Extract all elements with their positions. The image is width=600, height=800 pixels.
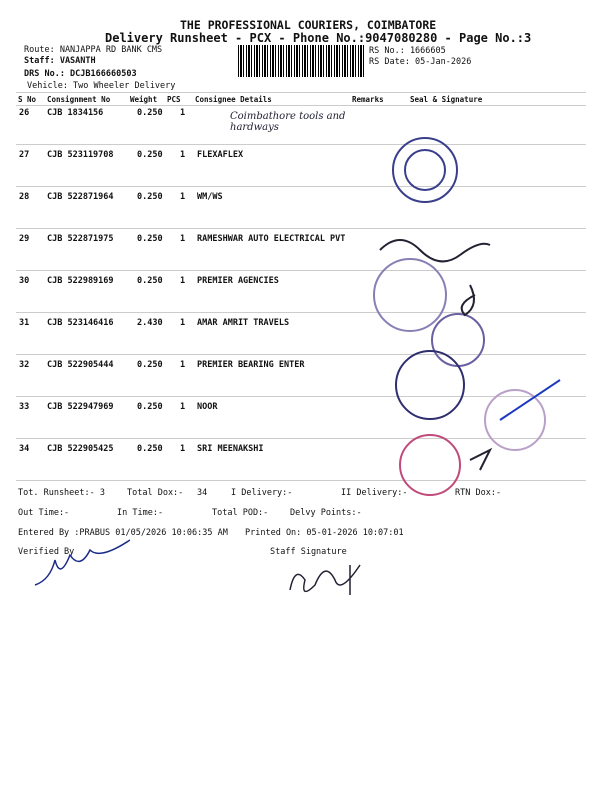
- row-weight: 0.250: [137, 234, 163, 244]
- col-sno: S No: [18, 95, 37, 104]
- entered-by: Entered By :PRABUS 01/05/2026 10:06:35 AM: [18, 528, 228, 538]
- row-consignee: WM/WS: [197, 192, 223, 202]
- row-sno: 33: [19, 402, 30, 412]
- row-consignee: RAMESHWAR AUTO ELECTRICAL PVT: [197, 234, 346, 244]
- row-weight: 0.250: [137, 192, 163, 202]
- col-seal-signature: Seal & Signature: [410, 95, 483, 104]
- i-delivery: I Delivery:-: [231, 488, 293, 498]
- company-name: THE PROFESSIONAL COURIERS, COIMBATORE: [180, 18, 437, 32]
- vehicle: Vehicle: Two Wheeler Delivery: [27, 81, 176, 91]
- row-consignment-no: CJB 522905444: [47, 360, 114, 370]
- barcode: [238, 45, 366, 77]
- row-sno: 28: [19, 192, 30, 202]
- row-consignee: AMAR AMRIT TRAVELS: [197, 318, 290, 328]
- route: Route: NANJAPPA RD BANK CMS: [24, 45, 163, 55]
- verified-by: Verified By: [18, 547, 75, 557]
- in-time: In Time:-: [117, 508, 164, 518]
- row-consignment-no: CJB 522905425: [47, 444, 114, 454]
- row-consignee: FLEXAFLEX: [197, 150, 244, 160]
- staff: Staff: VASANTH: [24, 56, 96, 66]
- row-consignee: SRI MEENAKSHI: [197, 444, 264, 454]
- handwritten-note: Coimbathore tools and hardways: [230, 111, 346, 133]
- row-sno: 34: [19, 444, 30, 454]
- row-consignee: NOOR: [197, 402, 218, 412]
- tot-runsheet: Tot. Runsheet:- 3: [18, 488, 105, 498]
- total-dox-label: Total Dox:-: [127, 488, 184, 498]
- staff-signature: Staff Signature: [270, 547, 347, 557]
- row-sno: 27: [19, 150, 30, 160]
- row-pcs: 1: [180, 192, 186, 202]
- col-pcs: PCS: [167, 95, 181, 104]
- row-consignment-no: CJB 522871975: [47, 234, 114, 244]
- row-consignment-no: CJB 522989169: [47, 276, 114, 286]
- col-consignment: Consignment No: [47, 95, 111, 104]
- row-consignee: PREMIER AGENCIES: [197, 276, 279, 286]
- row-pcs: 1: [180, 234, 186, 244]
- ii-delivery: II Delivery:-: [341, 488, 408, 498]
- col-weight: Weight: [130, 95, 158, 104]
- row-consignment-no: CJB 522871964: [47, 192, 114, 202]
- rs-no: RS No.: 1666605: [369, 46, 446, 56]
- row-sno: 32: [19, 360, 30, 370]
- row-sno: 31: [19, 318, 30, 328]
- col-remarks: Remarks: [352, 95, 384, 104]
- row-weight: 0.250: [137, 276, 163, 286]
- row-consignment-no: CJB 522947969: [47, 402, 114, 412]
- drs-no: DRS No.: DCJB166660503: [24, 69, 137, 79]
- col-consignee: Consignee Details: [195, 95, 272, 104]
- row-consignment-no: CJB 523119708: [47, 150, 114, 160]
- row-consignment-no: CJB 523146416: [47, 318, 114, 328]
- row-weight: 0.250: [137, 108, 163, 118]
- row-weight: 0.250: [137, 444, 163, 454]
- row-weight: 0.250: [137, 402, 163, 412]
- total-dox-value: 34: [197, 488, 208, 498]
- staff-signature-mark: [280, 555, 370, 605]
- row-weight: 0.250: [137, 360, 163, 370]
- delvy-points: Delvy Points:-: [290, 508, 362, 518]
- total-pod: Total POD:-: [212, 508, 269, 518]
- verifier-signature: [30, 535, 130, 595]
- row-sno: 29: [19, 234, 30, 244]
- out-time: Out Time:-: [18, 508, 70, 518]
- row-pcs: 1: [180, 318, 186, 328]
- printed-on: Printed On: 05-01-2026 10:07:01: [245, 528, 404, 538]
- row-pcs: 1: [180, 108, 186, 118]
- row-weight: 2.430: [137, 318, 163, 328]
- row-consignee: PREMIER BEARING ENTER: [197, 360, 305, 370]
- rs-date: RS Date: 05-Jan-2026: [369, 57, 472, 67]
- row-pcs: 1: [180, 402, 186, 412]
- row-pcs: 1: [180, 360, 186, 370]
- runsheet-title: Delivery Runsheet - PCX - Phone No.:9047080280 - Page No.:3: [105, 31, 532, 45]
- row-pcs: 1: [180, 276, 186, 286]
- row-sno: 26: [19, 108, 30, 118]
- rtn-dox: RTN Dox:-: [455, 488, 502, 498]
- row-pcs: 1: [180, 444, 186, 454]
- row-consignment-no: CJB 1834156: [47, 108, 104, 118]
- row-pcs: 1: [180, 150, 186, 160]
- row-weight: 0.250: [137, 150, 163, 160]
- seals-and-signatures: [370, 100, 600, 500]
- row-sno: 30: [19, 276, 30, 286]
